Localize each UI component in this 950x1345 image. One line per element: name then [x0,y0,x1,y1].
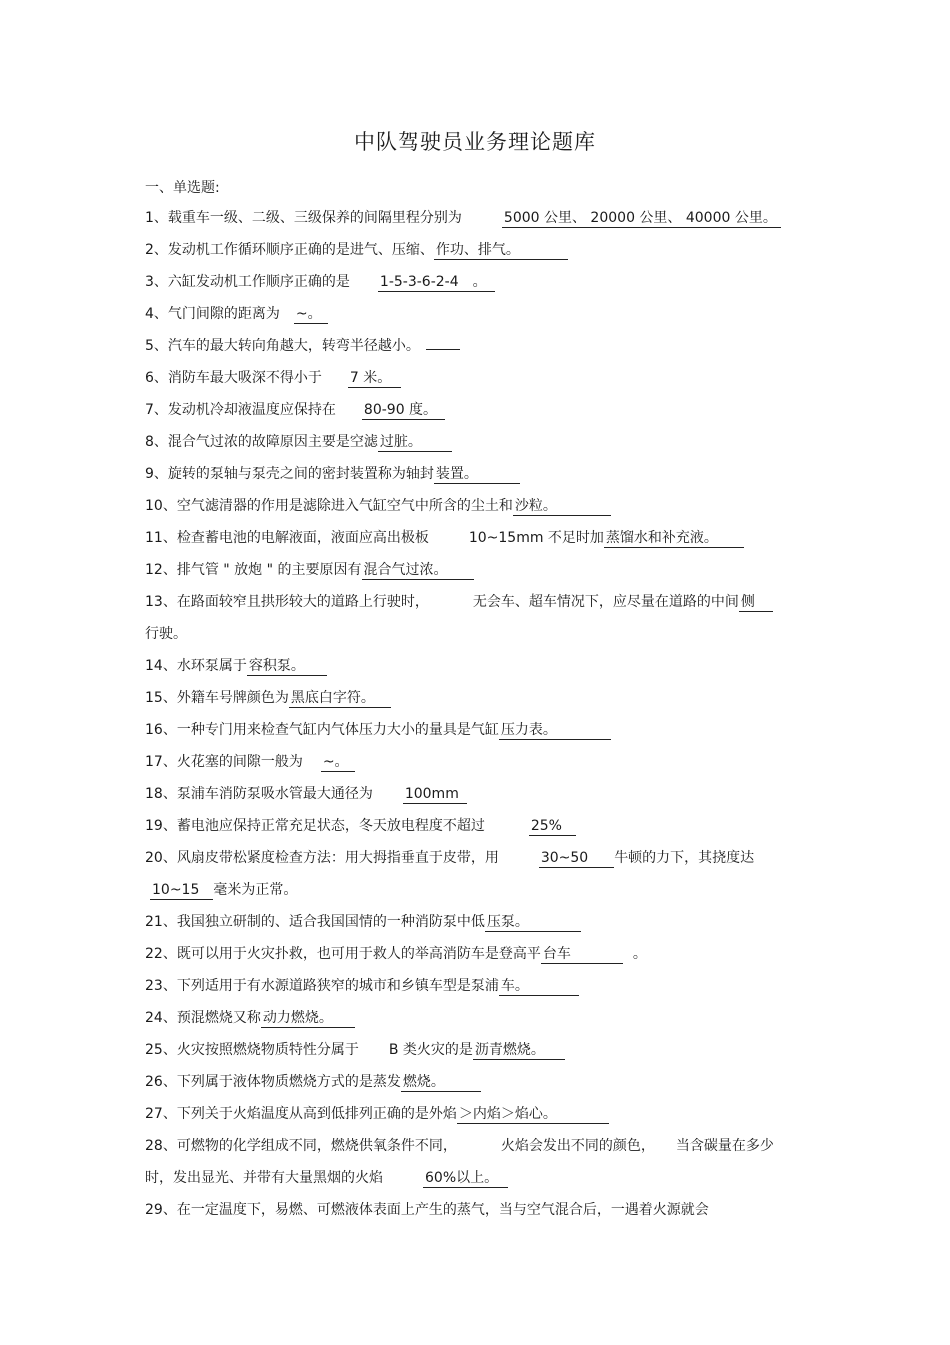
question-19: 19、蓄电池应保持正常充足状态，冬天放电程度不超过 25% [145,816,576,836]
answer-blank: 沥青燃烧。 [473,1042,565,1060]
answer-blank: 5000 公里、 20000 公里、 40000 公里。 [502,210,781,228]
question-27: 27、下列关于火焰温度从高到低排列正确的是外焰 ＞内焰＞焰心。 [145,1104,609,1124]
answer-blank: 作功、排气。 [434,242,568,260]
question-29: 29、在一定温度下，易燃、可燃液体表面上产生的蒸气，当与空气混合后，一遇着火源就会 [145,1202,709,1218]
answer-blank: 装置。 [434,466,520,484]
answer-blank: 黑底白字符。 [289,690,391,708]
answer-blank: ~。 [294,306,328,324]
question-7: 7、发动机冷却液温度应保持在 80-90 度。 [145,400,445,420]
answer-blank: 沙粒。 [513,498,611,516]
question-14: 14、水环泵属于 容积泵。 [145,656,327,676]
answer-blank: 压泵。 [485,914,581,932]
question-25: 25、火灾按照燃烧物质特性分属于 B 类火灾的是 沥青燃烧。 [145,1040,565,1060]
answer-blank: 侧 [739,594,773,612]
answer-blank: ~。 [321,754,355,772]
answer-blank: 7 米。 [348,370,401,388]
question-11: 11、检查蓄电池的电解液面，液面应高出极板 10~15mm 不足时加 蒸馏水和补充液。 [145,528,744,548]
question-9: 9、旋转的泵轴与泵壳之间的密封装置称为轴封 装置。 [145,464,520,484]
question-10: 10、空气滤清器的作用是滤除进入气缸空气中所含的尘土和 沙粒。 [145,496,611,516]
answer-blank: 燃烧。 [401,1074,481,1092]
answer-blank: 10~15 [150,882,213,900]
question-23: 23、下列适用于有水源道路狭窄的城市和乡镇车型是泵浦 车。 [145,976,579,996]
question-15: 15、外籍车号牌颜色为 黑底白字符。 [145,688,391,708]
answer-blank: 30~50 [539,850,614,868]
answer-blank: 60%以上。 [423,1170,508,1188]
question-28: 28、可燃物的化学组成不同，燃烧供氧条件不同， 火焰会发出不同的颜色， 当含碳量在多少 [145,1138,774,1154]
question-6: 6、消防车最大吸深不得小于 7 米。 [145,368,401,388]
question-3: 3、六缸发动机工作顺序正确的是 1-5-3-6-2-4 。 [145,272,495,292]
question-13: 13、在路面较窄且拱形较大的道路上行驶时， 无会车、超车情况下，应尽量在道路的中间 侧 [145,592,773,612]
page-title: 中队驾驶员业务理论题库 [354,130,596,154]
question-26: 26、下列属于液体物质燃烧方式的是蒸发 燃烧。 [145,1072,481,1092]
question-20-continued: 10~15 毫米为正常。 [152,882,298,898]
question-21: 21、我国独立研制的、适合我国国情的一种消防泵中低 压泵。 [145,912,581,932]
answer-blank: 25% [529,818,576,836]
answer-blank: 混合气过浓。 [362,562,474,580]
question-1: 1、载重车一级、二级、三级保养的间隔里程分别为 5000 公里、 20000 公里、 40000 公里。 [145,208,781,228]
question-22: 22、既可以用于火灾扑救，也可用于救人的举高消防车是登高平 台车 。 [145,946,647,962]
question-16: 16、一种专门用来检查气缸内气体压力大小的量具是气缸 压力表。 [145,720,611,740]
answer-blank: 蒸馏水和补充液。 [604,530,744,548]
question-17: 17、火花塞的间隙一般为 ~。 [145,752,355,772]
question-5: 5、汽车的最大转向角越大，转弯半径越小。 [145,336,460,356]
answer-blank: 车。 [499,978,579,996]
question-13-continued: 行驶。 [145,626,187,642]
answer-blank: 100mm [403,786,467,804]
question-2: 2、发动机工作循环顺序正确的是进气、压缩、 作功、排气。 [145,240,568,260]
answer-blank: 台车 [541,946,623,964]
answer-blank: 过脏。 [378,434,452,452]
question-20: 20、风扇皮带松紧度检查方法：用大拇指垂直于皮带，用 30~50 牛顿的力下，其挠度达 [145,850,755,866]
answer-blank: ＞内焰＞焰心。 [457,1106,609,1124]
section-heading: 一、单选题: [145,180,220,196]
question-12: 12、排气管 " 放炮 " 的主要原因有 混合气过浓。 [145,560,474,580]
answer-blank [426,349,460,350]
question-4: 4、气门间隙的距离为 ~。 [145,304,328,324]
question-8: 8、混合气过浓的故障原因主要是空滤 过脏。 [145,432,452,452]
answer-blank: 1-5-3-6-2-4 。 [378,274,495,292]
answer-blank: 压力表。 [499,722,611,740]
question-24: 24、预混燃烧又称 动力燃烧。 [145,1008,355,1028]
question-18: 18、泵浦车消防泵吸水管最大通径为 100mm [145,784,467,804]
question-28-continued: 时，发出显光、并带有大量黑烟的火焰 60%以上。 [145,1168,508,1188]
answer-blank: 动力燃烧。 [261,1010,355,1028]
answer-blank: 80-90 度。 [362,402,445,420]
answer-blank: 容积泵。 [247,658,327,676]
